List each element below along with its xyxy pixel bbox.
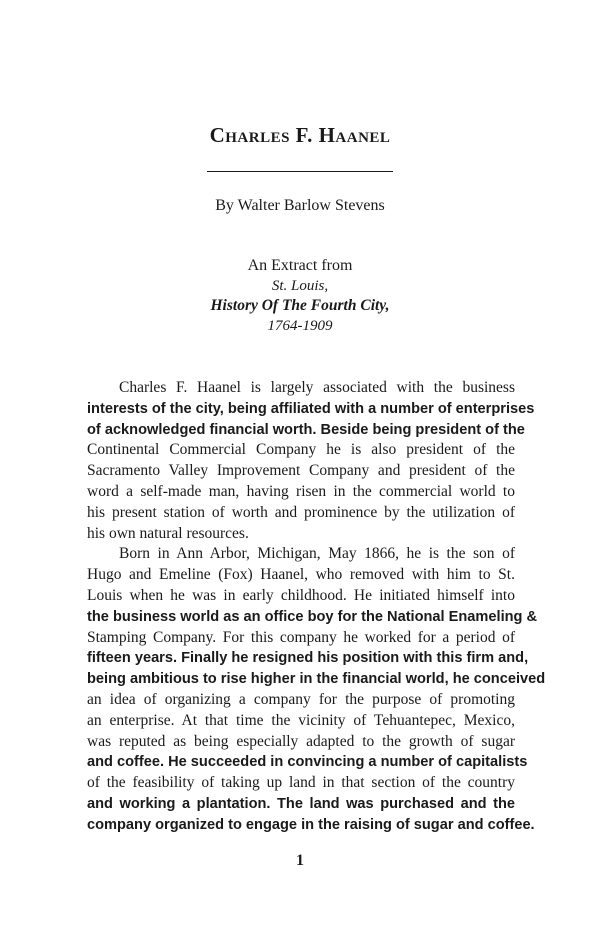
text-line: his present station of worth and prominence by the utilization of — [87, 503, 515, 521]
page-title: Charles F. Haanel — [209, 123, 391, 147]
text-line: his own natural resources. — [87, 524, 249, 542]
text-line: interests of the city, being affiliated with a number of enterprises — [87, 400, 535, 417]
text-line: Sacramento Valley Improvement Company and president of the — [87, 462, 515, 480]
text-line: an idea of organizing a company for the purpose of promoting — [87, 690, 515, 708]
text-line: was reputed as being especially adapted to the growth of sugar — [87, 732, 515, 750]
title-divider — [207, 171, 393, 172]
text-line: Hugo and Emeline (Fox) Haanel, who removed with him to St. — [87, 566, 515, 584]
text-line: being ambitious to rise higher in the financial world, he conceived — [87, 671, 546, 688]
text-line: and working a plantation. The land was purchased and the — [87, 795, 515, 812]
extract-source — [0, 256, 600, 336]
text-line: of the feasibility of taking up land in that section of the country — [87, 774, 515, 792]
text-line: Born in Ann Arbor, Michigan, May 1866, he is the son of — [119, 545, 515, 563]
text-line: fifteen years. Finally he resigned his position with this firm and, — [87, 650, 529, 667]
paragraph — [87, 544, 546, 835]
text-line: word a self-made man, having risen in the commercial world to — [87, 482, 515, 500]
body-text — [87, 378, 546, 836]
paragraph — [87, 378, 535, 544]
text-line: company organized to engage in the raising of sugar and coffee. — [87, 816, 535, 833]
text-line: Louis when he was in early childhood. He initiated himself into — [87, 586, 515, 604]
extract-place: St. Louis, — [271, 278, 329, 294]
text-line: Continental Commercial Company he is also president of the — [87, 441, 515, 459]
text-line: Stamping Company. For this company he worked for a period of — [87, 628, 515, 646]
extract-intro: An Extract from — [247, 257, 353, 274]
byline: By Walter Barlow Stevens — [215, 197, 385, 214]
page-number: 1 — [296, 852, 304, 869]
text-line: of acknowledged financial worth. Beside being president of the — [87, 421, 525, 438]
extract-years: 1764-1909 — [267, 318, 333, 334]
text-line: and coffee. He succeeded in convincing a number of capitalists — [87, 754, 528, 771]
text-line: the business world as an office boy for the National Enameling & — [87, 608, 538, 625]
text-line: an enterprise. At that time the vicinity of Tehuantepec, Mexico, — [87, 711, 515, 729]
extract-work-title: History Of The Fourth City, — [210, 297, 390, 314]
text-line: Charles F. Haanel is largely associated with the business — [119, 379, 515, 396]
